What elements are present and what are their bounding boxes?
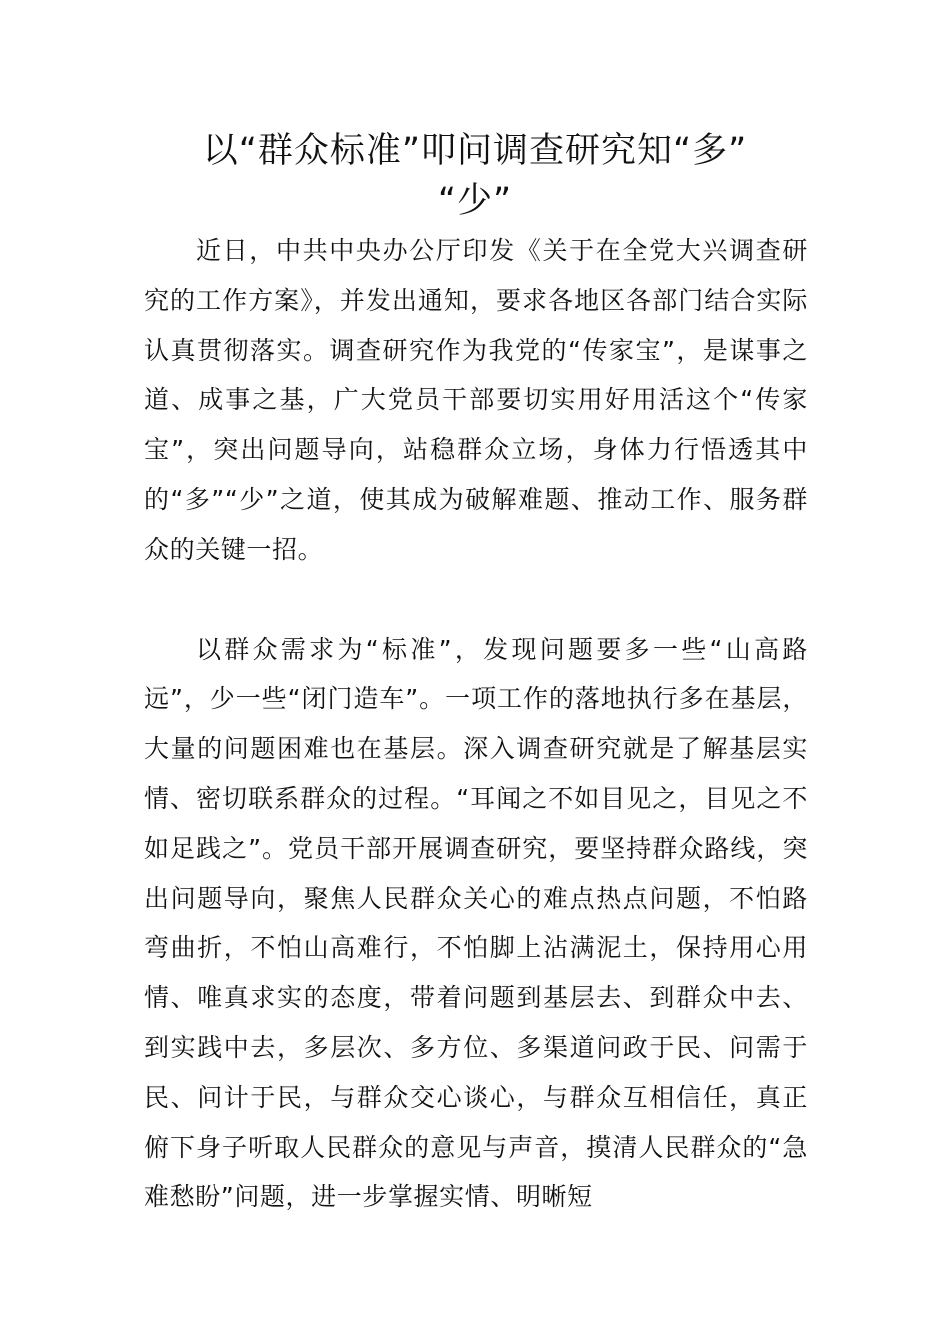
document-body — [144, 226, 808, 1222]
title-line-2: “少” — [437, 181, 513, 221]
paragraph-spacer — [144, 575, 808, 625]
document-title — [140, 126, 810, 226]
paragraph-intro: 近日，中共中央办公厅印发《关于在全党大兴调查研究的工作方案》，并发出通知，要求各地区各部门结合实际认真贯彻落实。调查研究作为我党的“传家宝”，是谋事之道、成事之基，广大党员干部要切实用好用活这个“传家宝”，突出问题导向，站稳群众立场，身体力行悟透其中的“多”“少”之道，使其成为破解难题、推动工作、服务群众的关键一招。 — [144, 236, 808, 564]
title-line-1: 以“群众标准”叩问调查研究知“多” — [202, 131, 748, 171]
paragraph-mass-standard: 以群众需求为“标准”，发现问题要多一些“山高路远”，少一些“闭门造车”。一项工作的落地执行多在基层，大量的问题困难也在基层。深入调查研究就是了解基层实情、密切联系群众的过程。“耳闻之不如目见之，目见之不如足践之”。党员干部开展调查研究，要坚持群众路线，突出问题导向，聚焦人民群众关心的难点热点问题，不怕路弯曲折，不怕山高难行，不怕脚上沾满泥土，保持用心用情、唯真求实的态度，带着问题到基层去、到群众中去、到实践中去，多层次、多方位、多渠道问政于民、问需于民、问计于民，与群众交心谈心，与群众互相信任，真正俯下身子听取人民群众的意见与声音，摸清人民群众的“急难愁盼”问题，进一步掌握实情、明晰短 — [144, 634, 808, 1212]
